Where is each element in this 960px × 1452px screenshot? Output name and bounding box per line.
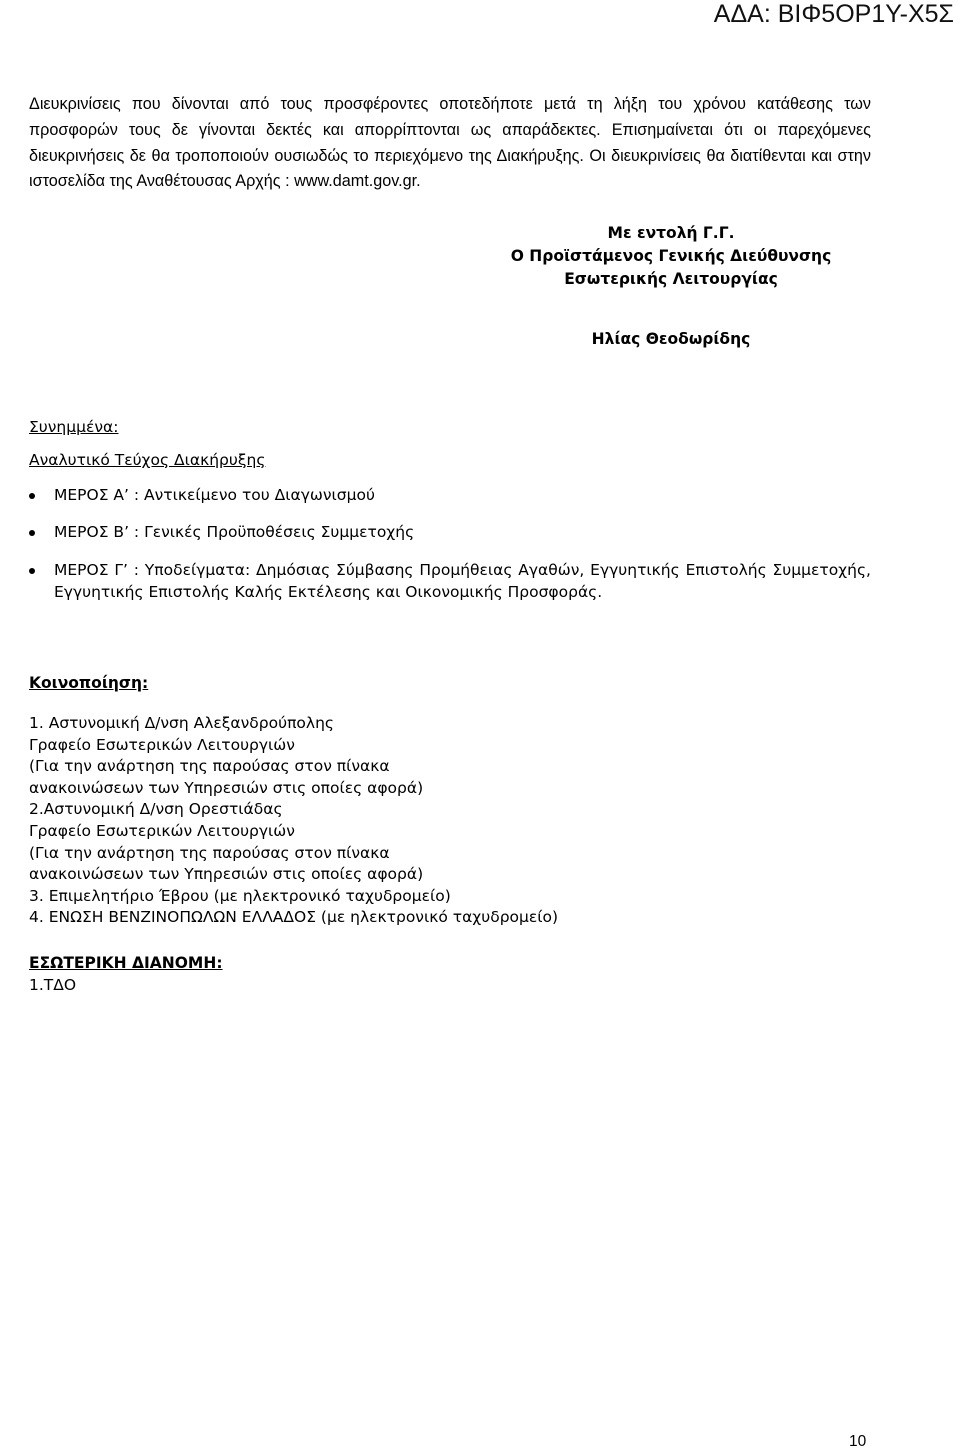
notification-line: ανακοινώσεων των Υπηρεσιών στις οποίες αφορά): [29, 778, 424, 797]
list-item: ΜΕΡΟΣ Β’ : Γενικές Προϋποθέσεις Συμμετοχής: [29, 521, 871, 544]
signature-line-title: Ο Προϊστάμενος Γενικής Διεύθυνσης: [510, 247, 832, 265]
bullet-icon: [29, 568, 35, 574]
list-item: ΜΕΡΟΣ Α’ : Αντικείμενο του Διαγωνισμού: [29, 484, 871, 507]
bullet-icon: [29, 530, 35, 536]
page-number: 10: [849, 1433, 867, 1450]
bullet-icon: [29, 493, 35, 499]
notification-label: Κοινοποίηση:: [29, 674, 149, 692]
notification-line: Γραφείο Εσωτερικών Λειτουργιών: [29, 735, 295, 754]
notification-line: (Για την ανάρτηση της παρούσας στον πίνακα: [29, 757, 390, 776]
attachments-label: Συνημμένα:: [29, 418, 119, 436]
signature-line-department: Εσωτερικής Λειτουργίας: [564, 270, 778, 288]
internal-distribution: [29, 952, 223, 996]
notification-line: 4. ΕΝΩΣΗ ΒΕΝΖΙΝΟΠΩΛΩΝ ΕΛΛΑΔΟΣ (με ηλεκτρονικό ταχυδρομείο): [29, 908, 559, 927]
signer-name: Ηλίας Θεοδωρίδης: [591, 330, 751, 348]
internal-distribution-item: 1.ΤΔΟ: [29, 976, 77, 994]
signature-line-order: Με εντολή Γ.Γ.: [607, 224, 735, 242]
notification-line: (Για την ανάρτηση της παρούσας στον πίνακα: [29, 843, 390, 862]
ada-code: ΑΔΑ: ΒΙΦ5ΟΡ1Υ-Χ5Σ: [713, 0, 954, 28]
signature-block: [480, 222, 862, 291]
notification-line: Γραφείο Εσωτερικών Λειτουργιών: [29, 821, 295, 840]
attachments-list: [29, 484, 871, 619]
notification-line: ανακοινώσεων των Υπηρεσιών στις οποίες αφορά): [29, 865, 424, 884]
notification-list: [29, 713, 729, 929]
notification-line: 3. Επιμελητήριο Έβρου (με ηλεκτρονικό ταχυδρομείο): [29, 886, 451, 905]
attachments-title: Αναλυτικό Τεύχος Διακήρυξης: [29, 451, 266, 469]
internal-distribution-label: ΕΣΩΤΕΡΙΚΗ ΔΙΑΝΟΜΗ:: [29, 954, 223, 972]
notification-line: 1. Αστυνομική Δ/νση Αλεξανδρούπολης: [29, 714, 334, 732]
notification-line: 2.Αστυνομική Δ/νση Ορεστιάδας: [29, 800, 283, 819]
list-item: ΜΕΡΟΣ Γ’ : Υποδείγματα: Δημόσιας Σύμβασης Προμήθειας Αγαθών, Εγγυητικής Επιστολής Συμμετοχής, Εγγυητικής Επιστολής Καλής Εκτέλεσης και Οικονομικής Προσφοράς.: [29, 559, 871, 604]
intro-paragraph: Διευκρινίσεις που δίνονται από τους προσφέροντες οποτεδήποτε μετά τη λήξη του χρόνου κατάθεσης των προσφορών τους δε γίνονται δεκτές και απορρίπτονται ως απαράδεκτες. Επισημαίνεται ότι οι παρεχόμενες διευκρινήσεις δε θα τροποποιούν ουσιωδώς το περιεχόμενο της Διακήρυξης. Οι διευκρινίσεις θα διατίθενται και στην ιστοσελίδα της Αναθέτουσας Αρχής : www.damt.gov.gr.: [29, 95, 871, 191]
